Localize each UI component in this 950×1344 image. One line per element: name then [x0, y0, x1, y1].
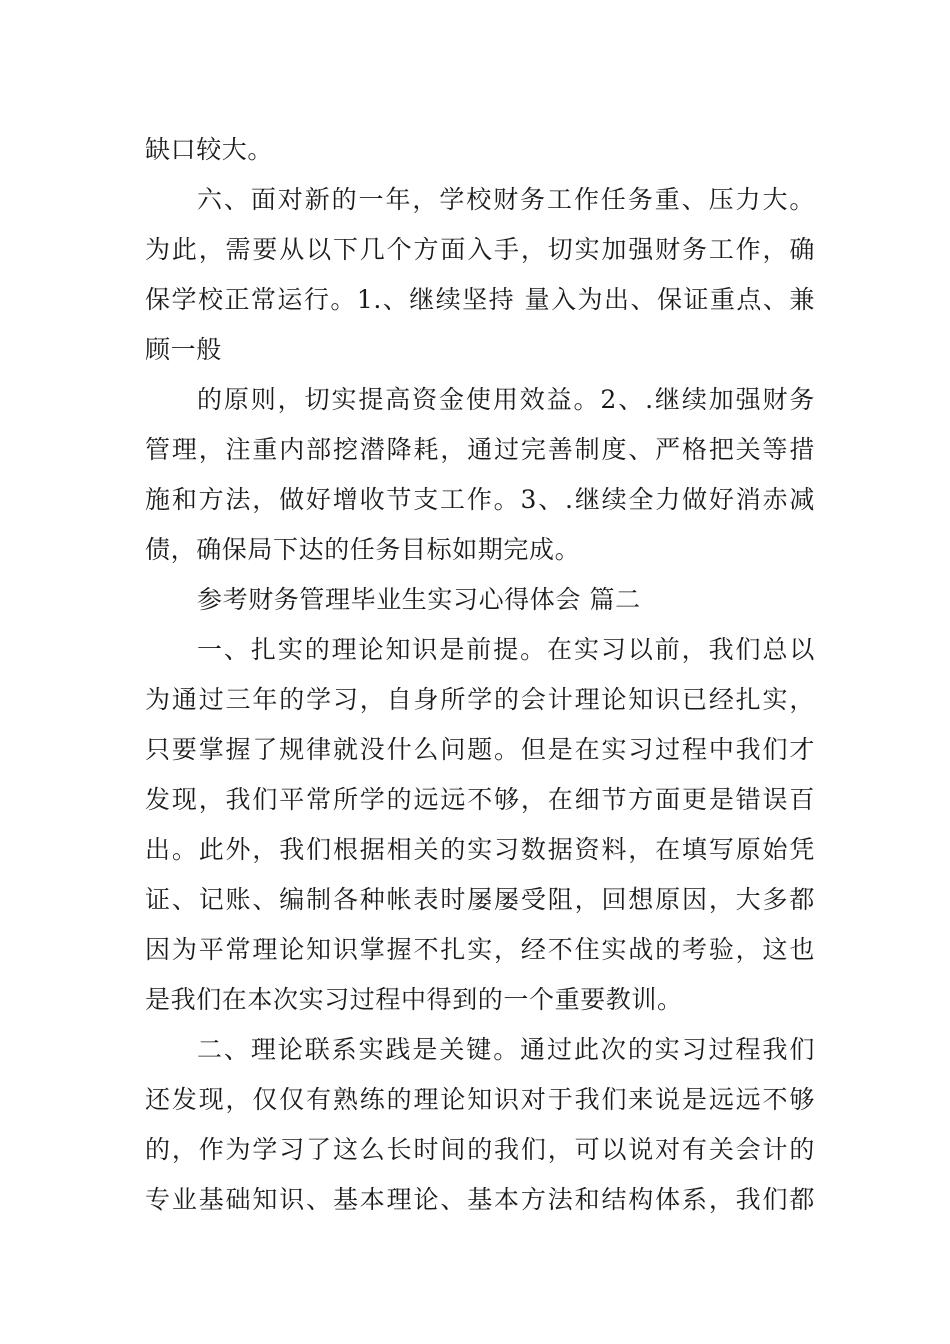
- text-line: 为此，需要从以下几个方面入手，切实加强财务工作，确: [145, 235, 815, 264]
- text-line: 顾一般: [145, 335, 222, 364]
- text-line: 六、面对新的一年，学校财务工作任务重、压力大。: [197, 185, 815, 214]
- text-line: 证、记账、编制各种帐表时屡屡受阻，回想原因，大多都: [145, 885, 815, 914]
- text-line: 管理，注重内部挖潜降耗，通过完善制度、严格把关等措: [145, 435, 815, 464]
- text-line: 二、理论联系实践是关键。通过此次的实习过程我们: [197, 1035, 815, 1064]
- text-line: 是我们在本次实习过程中得到的一个重要教训。: [145, 985, 683, 1014]
- text-line: 只要掌握了规律就没什么问题。但是在实习过程中我们才: [145, 735, 815, 764]
- text-line: 还发现，仅仅有熟练的理论知识对于我们来说是远远不够: [145, 1085, 815, 1114]
- text-line: 为通过三年的学习，自身所学的会计理论知识已经扎实，: [145, 685, 815, 714]
- section-heading: 参考财务管理毕业生实习心得体会 篇二: [197, 585, 641, 614]
- text-line: 施和方法，做好增收节支工作。3、.继续全力做好消赤减: [145, 485, 815, 514]
- text-line: 一、扎实的理论知识是前提。在实习以前，我们总以: [197, 635, 815, 664]
- text-line: 债，确保局下达的任务目标如期完成。: [145, 535, 581, 564]
- text-line: 专业基础知识、基本理论、基本方法和结构体系，我们都: [145, 1185, 815, 1214]
- text-line: 的原则，切实提高资金使用效益。2、.继续加强财务: [197, 385, 815, 414]
- text-line: 出。此外，我们根据相关的实习数据资料，在填写原始凭: [145, 835, 815, 864]
- text-line: 因为平常理论知识掌握不扎实，经不住实战的考验，这也: [145, 935, 815, 964]
- text-line: 的，作为学习了这么长时间的我们，可以说对有关会计的: [145, 1135, 815, 1164]
- text-line: 发现，我们平常所学的远远不够，在细节方面更是错误百: [145, 785, 815, 814]
- text-line: 保学校正常运行。1.、继续坚持 量入为出、保证重点、兼: [145, 285, 815, 314]
- text-line: 缺口较大。: [145, 135, 274, 164]
